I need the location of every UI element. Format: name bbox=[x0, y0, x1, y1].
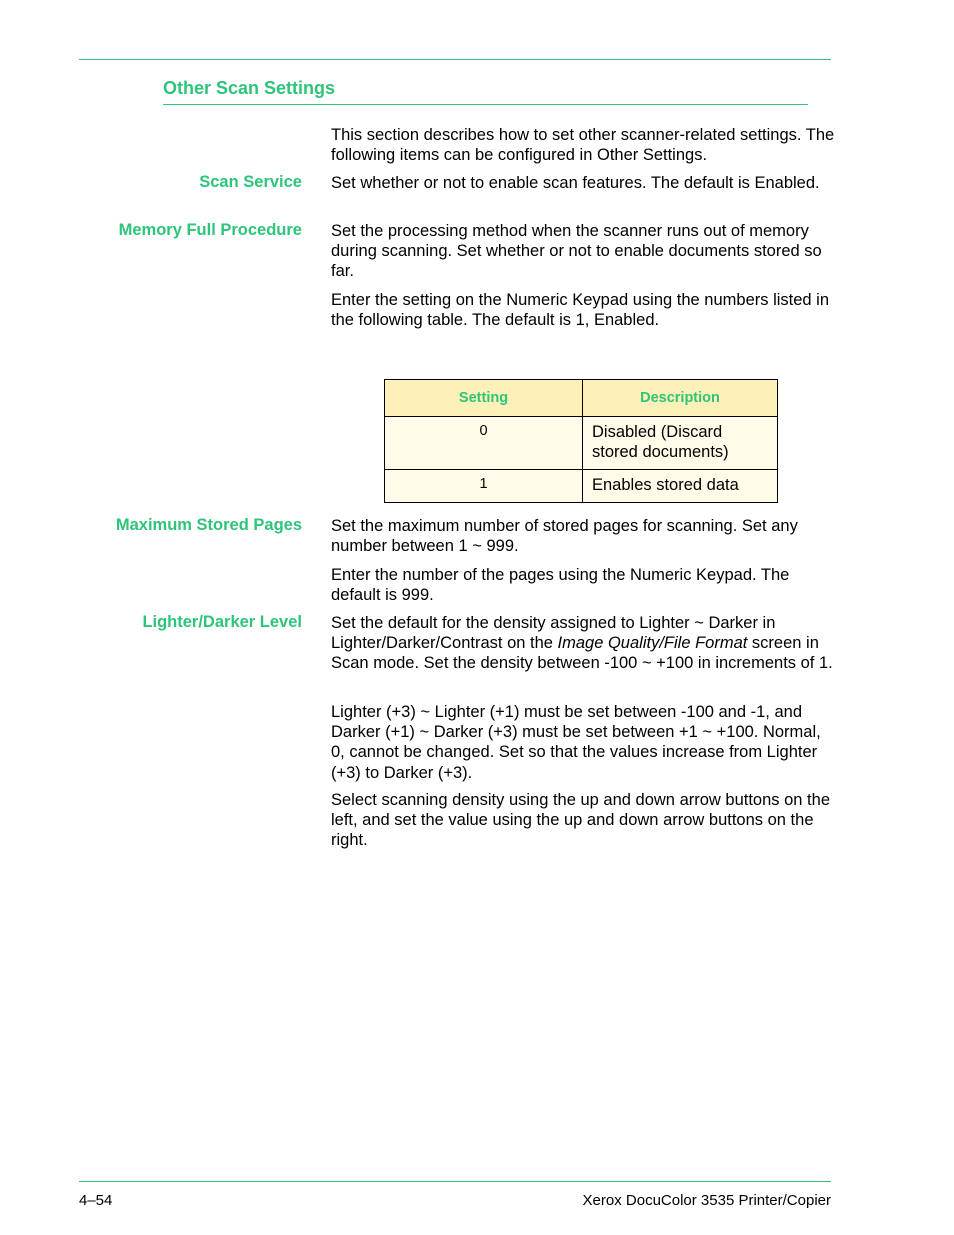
screen-name-emphasis: Image Quality/File Format bbox=[557, 634, 748, 653]
setting-cell: 1 bbox=[385, 470, 583, 503]
memory-full-keypad-text: Enter the setting on the Numeric Keypad using the numbers listed in the following table. The default is 1, Enabled. bbox=[331, 291, 830, 330]
footer-rule bbox=[79, 1181, 831, 1182]
lighter-darker-text-part: screen in Scan mode. Set the density between -100 ~ +100 in increments of 1. bbox=[331, 634, 833, 673]
table-row bbox=[385, 470, 778, 503]
lighter-darker-buttons-text: Select scanning density using the up and down arrow buttons on the left, and set the value using the up and down arrow buttons on the right. bbox=[331, 791, 830, 850]
table-row bbox=[385, 417, 778, 470]
product-name: Xerox DocuColor 3535 Printer/Copier bbox=[582, 1192, 831, 1209]
intro-paragraph: This section describes how to set other scanner-related settings. The following items can be configured in Other Settings. bbox=[331, 126, 835, 165]
lighter-darker-text bbox=[331, 613, 836, 674]
title-underline bbox=[163, 104, 808, 105]
description-column-header: Description bbox=[583, 380, 778, 417]
lighter-darker-heading: Lighter/Darker Level bbox=[142, 613, 302, 631]
lighter-darker-text-part: Set the default for the density assigned to Lighter ~ Darker in Lighter/Darker/Contrast on the bbox=[331, 614, 776, 653]
table-header-row bbox=[385, 380, 778, 417]
scan-service-heading: Scan Service bbox=[199, 173, 302, 191]
page-number: 4–54 bbox=[79, 1192, 113, 1209]
header-rule bbox=[79, 59, 831, 60]
max-pages-keypad-text: Enter the number of the pages using the Numeric Keypad. The default is 999. bbox=[331, 566, 790, 605]
setting-cell: 0 bbox=[385, 417, 583, 470]
description-cell: Enables stored data bbox=[583, 470, 778, 503]
max-pages-text: Set the maximum number of stored pages for scanning. Set any number between 1 ~ 999. bbox=[331, 517, 798, 556]
setting-column-header: Setting bbox=[385, 380, 583, 417]
lighter-darker-range-text: Lighter (+3) ~ Lighter (+1) must be set between -100 and -1, and Darker (+1) ~ Darker (+3) must be set between +1 ~ +100. Normal, 0, cannot be changed. Set so that the values increase from Lighter (+3) to Darker (+3). bbox=[331, 703, 821, 782]
memory-full-heading: Memory Full Procedure bbox=[118, 221, 302, 239]
description-cell: Disabled (Discard stored documents) bbox=[583, 417, 778, 470]
max-pages-heading: Maximum Stored Pages bbox=[115, 516, 302, 534]
memory-full-text: Set the processing method when the scanner runs out of memory during scanning. Set whether or not to enable documents stored so far. bbox=[331, 222, 822, 281]
scan-service-text: Set whether or not to enable scan features. The default is Enabled. bbox=[331, 174, 820, 192]
section-title: Other Scan Settings bbox=[163, 78, 336, 98]
settings-table bbox=[384, 379, 778, 503]
